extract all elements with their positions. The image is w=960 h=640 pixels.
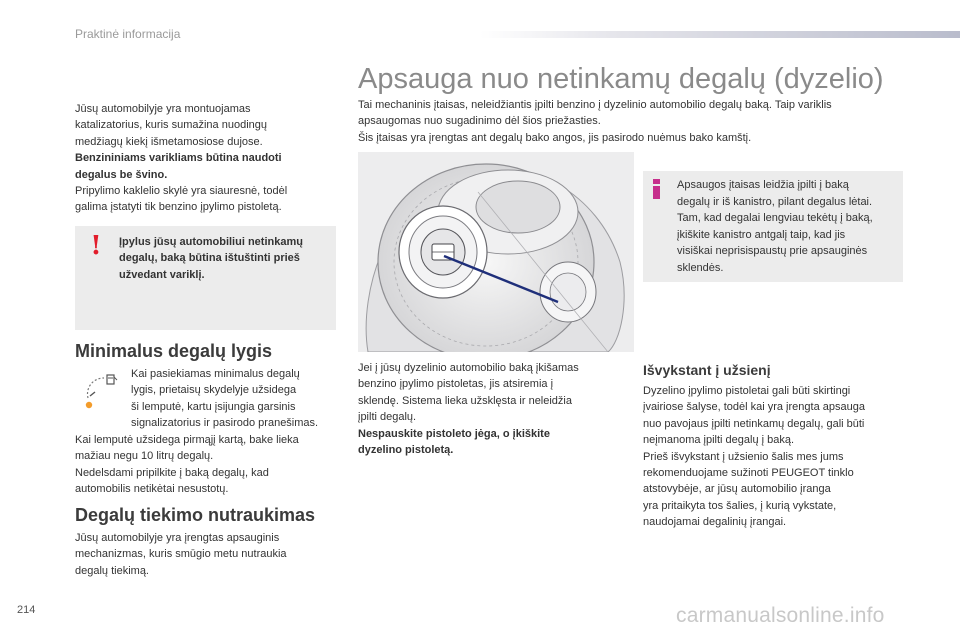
fuel-filler-neck-illustration: [358, 152, 634, 352]
intro-text: [75, 101, 337, 216]
info-text: [677, 177, 899, 276]
intro-line: Jūsų automobilyje yra montuojamas: [75, 103, 251, 115]
min-fuel-line: Kai lemputė užsidega pirmąjį kartą, bake lieka: [75, 434, 299, 446]
abroad-line: nuo pavojaus įpilti netinkamų degalų, gali būti: [643, 417, 865, 430]
intro-line: medžiagų kiekį išmetamosiose dujose.: [75, 135, 263, 148]
intro-bold-line: degalus be švino.: [75, 168, 168, 181]
header-gradient-bar: [480, 31, 960, 38]
abroad-line: Prieš išvykstant į užsienio šalis mes jums: [643, 450, 844, 463]
intro-bold-line: Benzininiams varikliams būtina naudoti: [75, 152, 282, 165]
abroad-line: rekomenduojame sužinoti PEUGEOT tinklo: [643, 467, 854, 480]
info-line: Tam, kad degalai lengviau tekėtų į baką,: [677, 212, 873, 224]
abroad-line: atstovybėje, ar jūsų automobilio įranga: [643, 483, 831, 496]
main-intro-line: apsaugomas nuo sugadinimo dėl šios priežasties.: [358, 115, 601, 128]
info-line: įkiškite kanistro antgalį taip, kad jis: [677, 228, 846, 241]
intro-line: Pripylimo kaklelio skylė yra siauresnė, todėl: [75, 185, 288, 198]
abroad-line: įvairiose šalyse, todėl kai yra įrengta apsauga: [643, 401, 865, 414]
main-intro-line: Šis įtaisas yra įrengtas ant degalų bako angos, jis pasirodo nuėmus bako kamštį.: [358, 131, 752, 144]
abroad-line: Dyzelino įpylimo pistoletai gali būti skirtingi: [643, 385, 851, 397]
exclamation-icon: !: [90, 231, 102, 261]
warning-box: [75, 226, 336, 330]
info-line: Apsaugos įtaisas leidžia įpilti į baką: [677, 179, 849, 191]
warning-text: [119, 234, 324, 283]
warning-line: Įpylus jūsų automobiliui netinkamų: [119, 236, 303, 248]
min-fuel-icon-line: ši lemputė, kartu įsijungia garsinis: [131, 400, 296, 413]
petrol-pistol-text: [358, 360, 628, 458]
petrol-pistol-line: įpilti degalų.: [358, 411, 417, 424]
petrol-pistol-line: benzino įpylimo pistoletas, jis atsiremia į: [358, 378, 554, 391]
min-fuel-line: automobilis netikėtai nesustotų.: [75, 483, 229, 496]
fuel-filler-illustration-drawing: [358, 152, 634, 352]
min-fuel-title: Minimalus degalų lygis: [75, 341, 273, 361]
info-line: visiškai neprisispaustų prie apsauginės: [677, 245, 868, 257]
min-fuel-icon-line: lygis, prietaisų skydelyje užsidega: [131, 384, 297, 397]
petrol-pistol-line: sklendę. Sistema lieka užsklęsta ir neleidžia: [358, 394, 572, 407]
main-intro-text: [358, 97, 918, 146]
min-fuel-line: mažiau negu 10 litrų degalų.: [75, 450, 214, 463]
page-number: 214: [17, 604, 36, 616]
petrol-pistol-bold-line: dyzelino pistoletą.: [358, 444, 454, 457]
main-intro-line: Tai mechaninis įtaisas, neleidžiantis įpilti benzino į dyzelinio automobilio degalų baką. Taip variklis: [358, 99, 832, 111]
info-box: [643, 171, 903, 282]
intro-line: katalizatorius, kuris sumažina nuodingų: [75, 119, 267, 132]
abroad-line: neįmanoma įpilti degalų į baką.: [643, 434, 795, 447]
fuel-cut-title: Degalų tiekimo nutraukimas: [75, 505, 316, 525]
info-line: degalų ir iš kanistro, pilant degalus lėtai.: [677, 195, 873, 208]
petrol-pistol-line: Jei į jūsų dyzelinio automobilio baką įkišamas: [358, 362, 579, 374]
warning-line: užvedant variklį.: [119, 268, 205, 281]
abroad-line: yra pritaikyta tos šalies, į kurią vykstate,: [643, 499, 837, 512]
fuel-cut-line: Jūsų automobilyje yra įrengtas apsauginis: [75, 532, 280, 544]
fuel-cut-line: degalų tiekimą.: [75, 564, 149, 577]
min-fuel-text: [75, 432, 345, 498]
intro-line: galima įstatyti tik benzino įpylimo pistoletą.: [75, 201, 282, 214]
abroad-text: [643, 383, 913, 531]
section-label: Praktinė informacija: [75, 27, 181, 41]
abroad-line: naudojamai degalinių įrangai.: [643, 516, 787, 529]
fuel-gauge-icon: [80, 368, 124, 412]
info-icon: [651, 179, 662, 199]
min-fuel-line: Nedelsdami pripilkite į baką degalų, kad: [75, 466, 269, 479]
fuel-cut-line: mechanizmas, kuris smūgio metu nutraukia: [75, 548, 287, 561]
petrol-pistol-bold-line: Nespauskite pistoleto jėga, o įkiškite: [358, 427, 550, 440]
watermark: carmanualsonline.info: [676, 604, 885, 627]
page-title: Apsauga nuo netinkamų degalų (dyzelio): [358, 63, 884, 95]
fuel-cut-text: [75, 530, 337, 579]
min-fuel-icon-line: signalizatorius ir pasirodo pranešimas.: [131, 417, 319, 430]
warning-line: degalų, baką būtina ištuštinti prieš: [119, 252, 300, 265]
abroad-title: Išvykstant į užsienį: [643, 362, 771, 378]
info-line: sklendės.: [677, 261, 724, 274]
min-fuel-icon-line: Kai pasiekiamas minimalus degalų: [131, 368, 300, 380]
min-fuel-icon-text: [131, 366, 341, 432]
